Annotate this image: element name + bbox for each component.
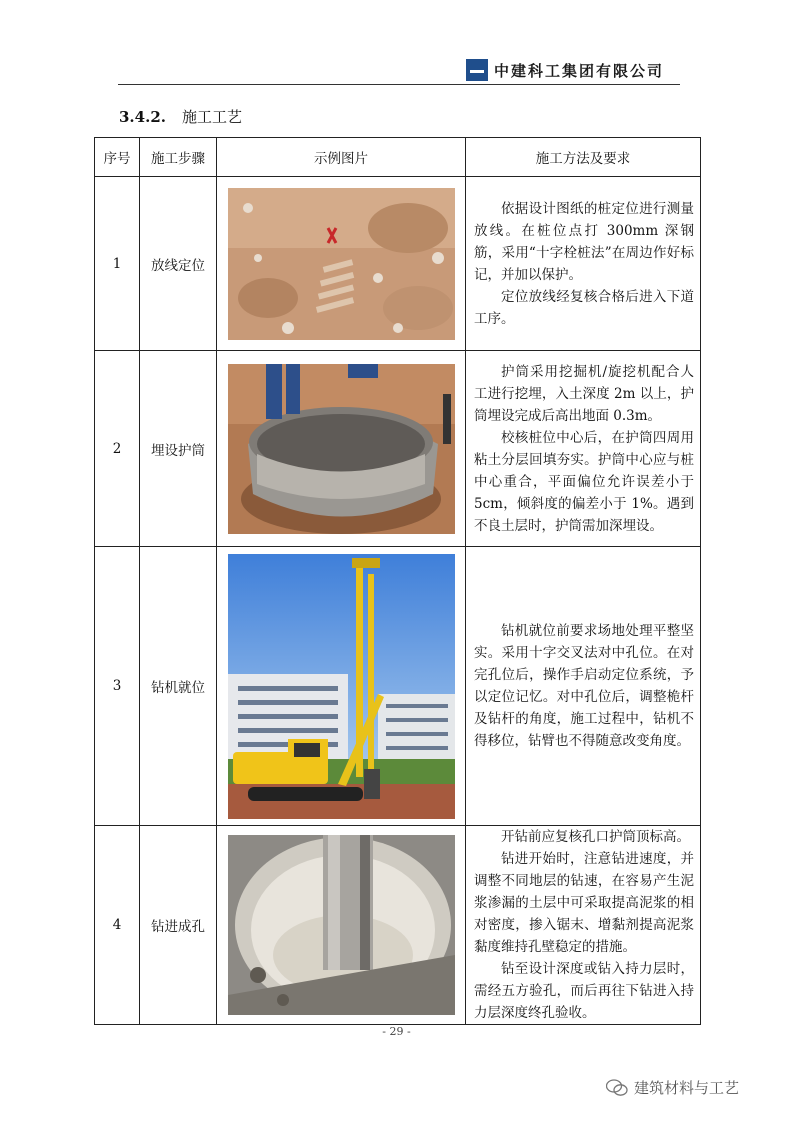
header-image: 示例图片 xyxy=(217,138,466,177)
row-description xyxy=(466,177,701,351)
header-step: 施工步骤 xyxy=(140,138,217,177)
row-number: 4 xyxy=(95,826,140,1025)
row-image-cell xyxy=(217,826,466,1025)
table-row xyxy=(95,177,701,351)
watermark xyxy=(606,1077,739,1098)
row-description xyxy=(466,351,701,547)
row-description xyxy=(466,826,701,1025)
description-paragraph: 钻至设计深度或钻入持力层时，需经五方验孔，而后再往下钻进入持力层深度终孔验收。 xyxy=(474,961,694,1021)
page-number: - 29 - xyxy=(382,1025,411,1038)
table-row xyxy=(95,547,701,826)
section-heading xyxy=(119,106,242,127)
row-description xyxy=(466,547,701,826)
description-paragraph: 钻机就位前要求场地处理平整坚实。采用十字交叉法对中孔位。在对完孔位后，操作手启动定位系统，予以定位记忆。对中孔位后，调整桅杆及钻杆的角度，施工过程中，钻机不得移位，钻臂也不得随意改变角度。 xyxy=(474,623,694,749)
description-paragraph: 开钻前应复核孔口护筒顶标高。 xyxy=(501,829,690,845)
header-method: 施工方法及要求 xyxy=(466,138,701,177)
description-paragraph: 校核桩位中心后，在护筒四周用粘土分层回填夯实。护筒中心应与桩中心重合，平面偏位允许误差小于 5cm，倾斜度的偏差小于 1%。遇到不良土层时，护筒需加深埋设。 xyxy=(474,429,694,534)
wechat-icon xyxy=(606,1079,628,1097)
description-paragraph: 钻进开始时，注意钻进速度，并调整不同地层的钻速，在容易产生泥浆渗漏的土层中可采取提高泥浆的相对密度，掺入锯末、增黏剂提高泥浆黏度维持孔壁稳定的措施。 xyxy=(474,851,694,955)
row-step: 钻进成孔 xyxy=(140,826,217,1025)
row-image-cell xyxy=(217,547,466,826)
section-number: 3.4.2. xyxy=(119,108,166,126)
stakeout-photo xyxy=(228,188,455,340)
description-paragraph: 护筒采用挖掘机/旋挖机配合人工进行挖埋，入土深度 2m 以上，护筒埋设完成后高出地面 0.3m。 xyxy=(474,363,694,424)
process-table xyxy=(94,137,701,1025)
table-row xyxy=(95,351,701,547)
row-step: 钻机就位 xyxy=(140,547,217,826)
row-number: 2 xyxy=(95,351,140,547)
row-step: 埋设护筒 xyxy=(140,351,217,547)
row-image-cell xyxy=(217,351,466,547)
description-paragraph: 依据设计图纸的桩定位进行测量放线。在桩位点打 300mm 深钢筋，采用“十字栓桩法”在周边作好标记，并加以保护。 xyxy=(474,200,694,283)
company-name: 中建科工集团有限公司 xyxy=(494,62,665,80)
header-no: 序号 xyxy=(95,138,140,177)
casing-photo xyxy=(228,364,455,534)
bored-hole-photo xyxy=(228,835,455,1015)
watermark-text: 建筑材料与工艺 xyxy=(634,1079,740,1097)
row-number: 1 xyxy=(95,177,140,351)
drilling-rig-photo xyxy=(228,554,455,819)
table-header-row xyxy=(95,138,701,177)
row-step: 放线定位 xyxy=(140,177,217,351)
company-logo xyxy=(466,59,488,81)
header-divider xyxy=(118,84,680,85)
description-paragraph: 定位放线经复核合格后进入下道工序。 xyxy=(474,288,694,327)
row-number: 3 xyxy=(95,547,140,826)
table-row xyxy=(95,826,701,1025)
row-image-cell xyxy=(217,177,466,351)
section-title: 施工工艺 xyxy=(181,108,242,126)
